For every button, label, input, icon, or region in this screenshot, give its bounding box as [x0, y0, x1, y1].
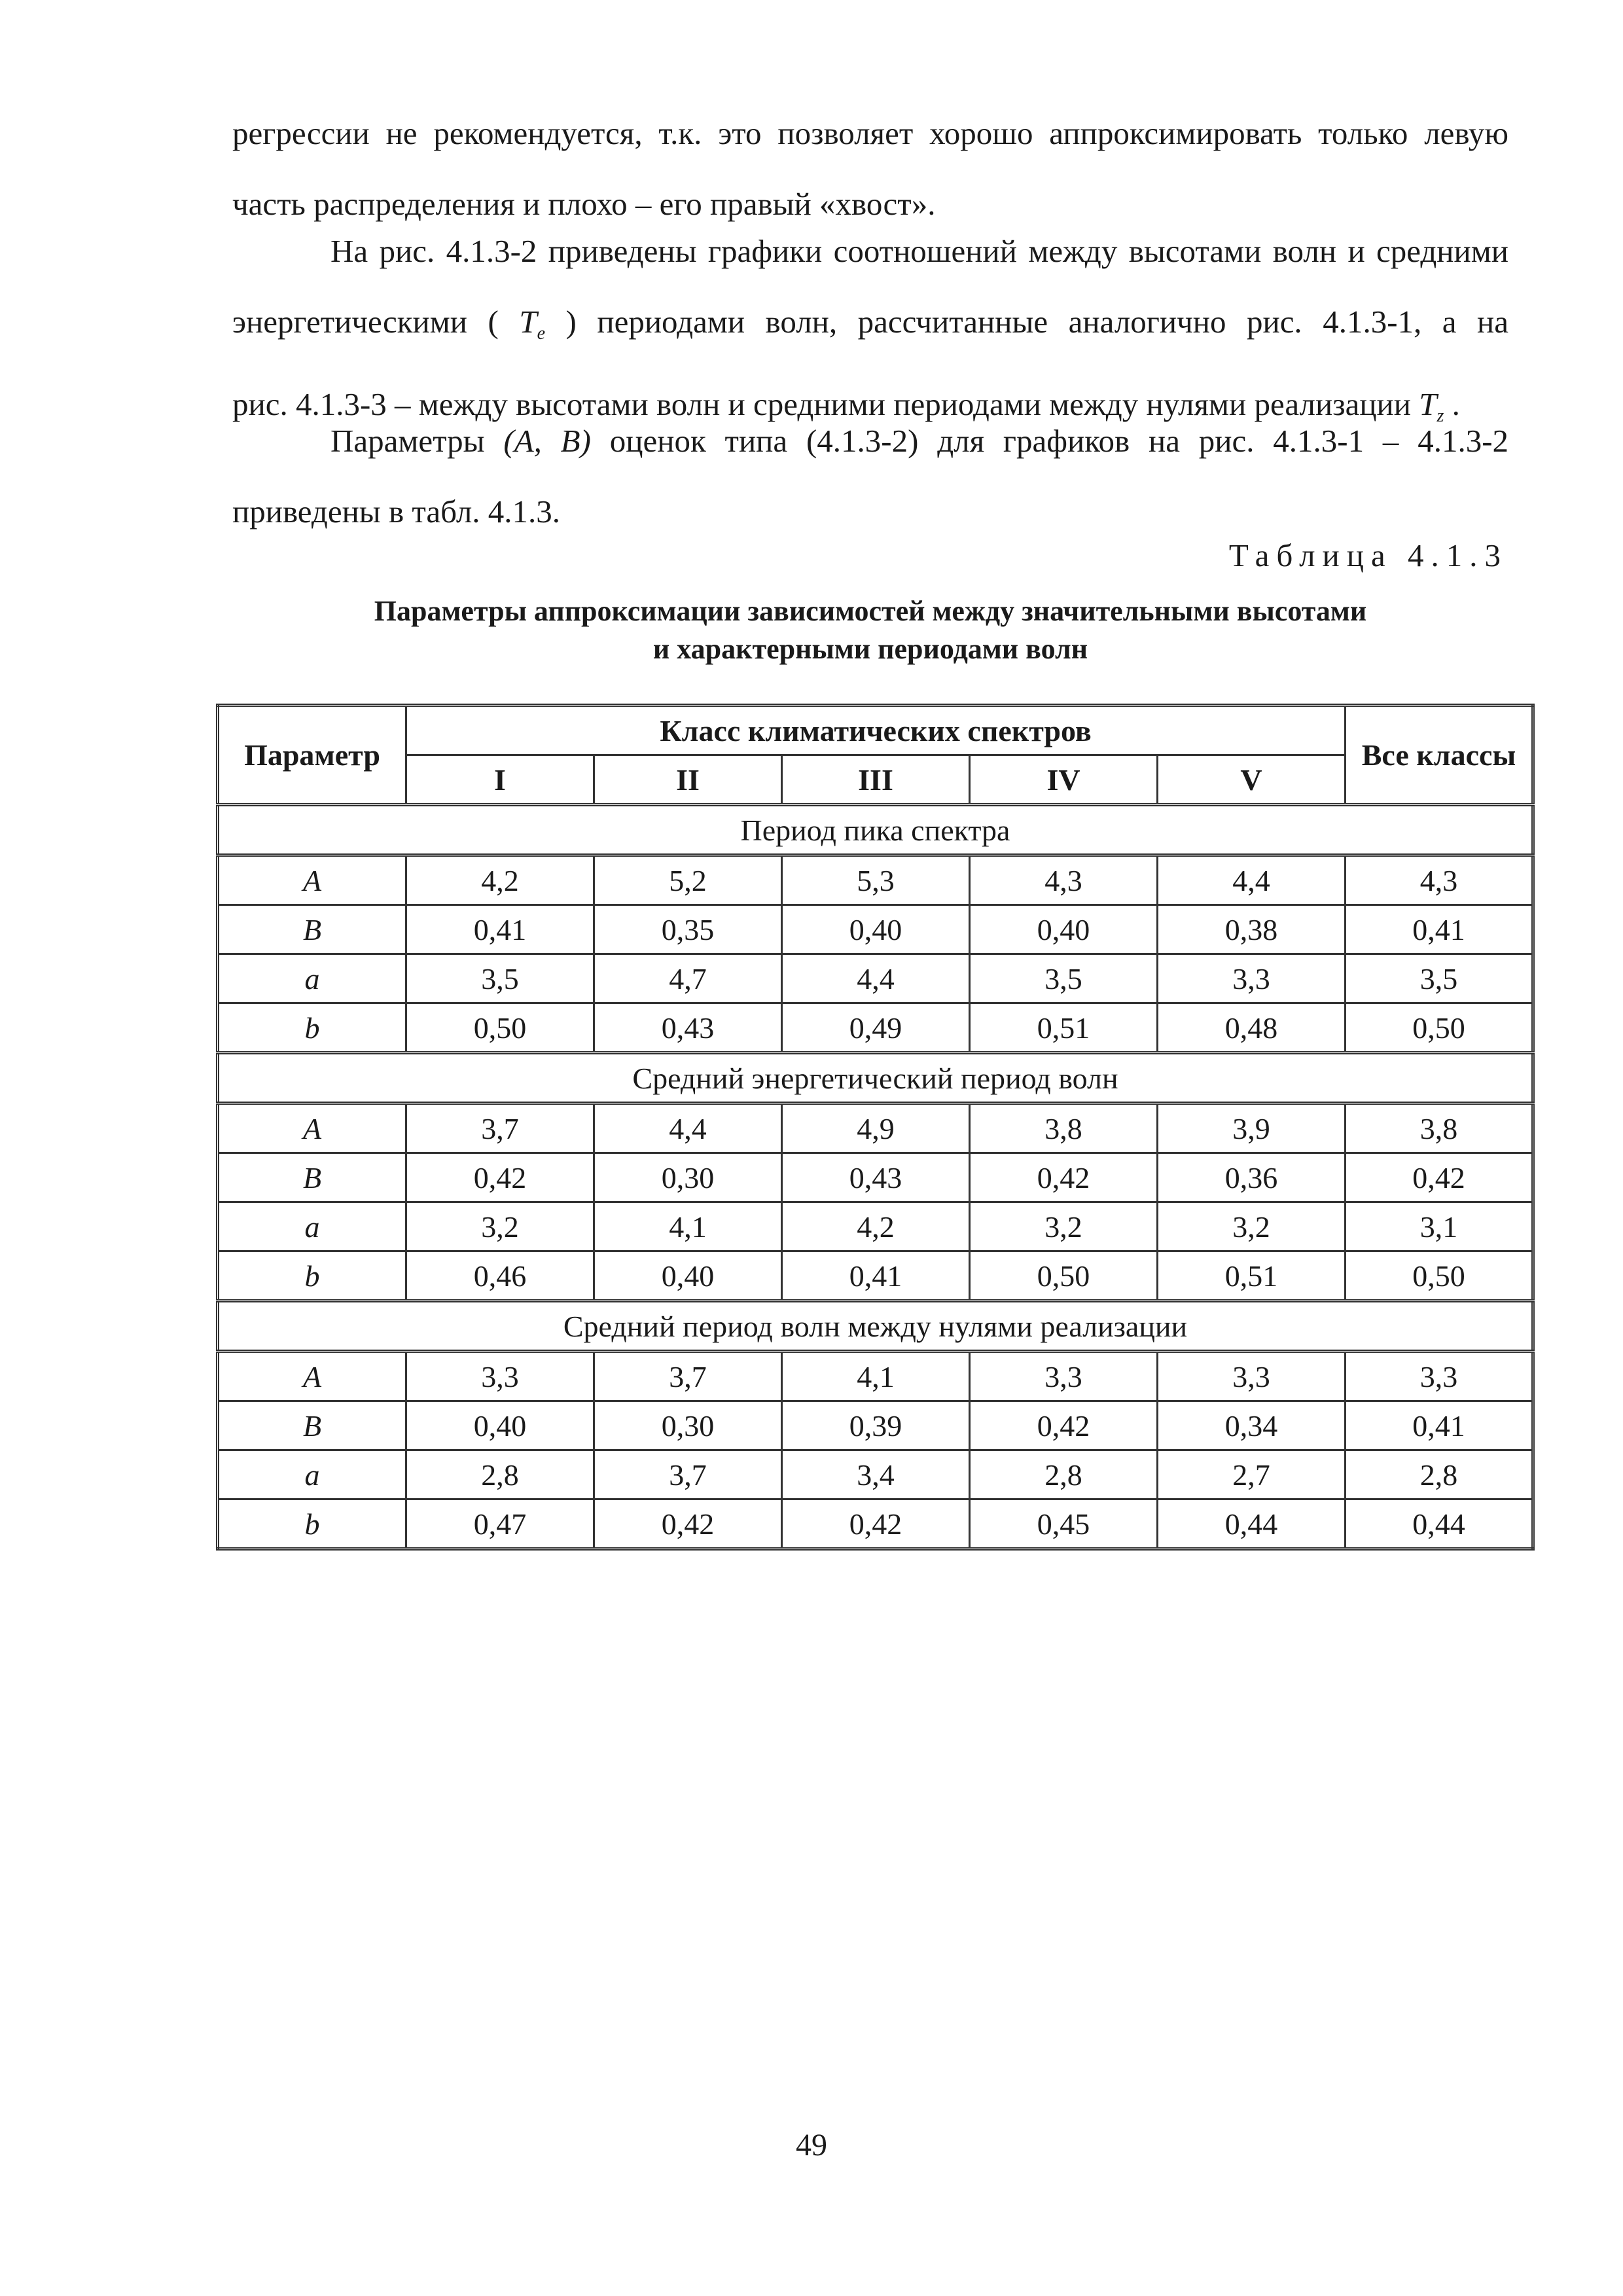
value-cell: 4,7 [594, 954, 782, 1003]
value-cell: 0,50 [1346, 1003, 1533, 1053]
text-line: На рис. 4.1.3-2 приведены графики соотношений между высотами волн и средними [330, 233, 1508, 269]
value-cell: 4,2 [782, 1202, 970, 1251]
table-title-line: и характерными периодами волн [652, 633, 1088, 665]
value-cell: 3,8 [1346, 1103, 1533, 1153]
table-row [218, 1352, 1533, 1401]
table-row [218, 1499, 1533, 1549]
text-fragment: рис. 4.1.3-3 – между высотами волн и средними периодами между нулями реализации [232, 386, 1411, 422]
section-row [218, 805, 1533, 855]
value-cell: 3,8 [970, 1103, 1158, 1153]
section-title: Средний период волн между нулями реализации [218, 1301, 1533, 1352]
table-row [218, 855, 1533, 905]
value-cell: 2,8 [970, 1450, 1158, 1499]
value-cell: 0,45 [970, 1499, 1158, 1549]
value-cell: 0,36 [1158, 1153, 1346, 1202]
section-title: Период пика спектра [218, 805, 1533, 855]
value-cell: 2,8 [1346, 1450, 1533, 1499]
table-row [218, 1450, 1533, 1499]
value-cell: 0,35 [594, 905, 782, 954]
value-cell: 3,5 [406, 954, 594, 1003]
value-cell: 4,3 [970, 855, 1158, 905]
param-cell: a [218, 954, 406, 1003]
table-label: Таблица 4.1.3 [1228, 537, 1508, 573]
value-cell: 0,41 [782, 1251, 970, 1301]
value-cell: 0,39 [782, 1401, 970, 1450]
param-cell: B [218, 905, 406, 954]
subscript-e: e [537, 323, 546, 344]
text-line [232, 287, 1508, 369]
header-class: II [594, 755, 782, 805]
value-cell: 0,42 [970, 1401, 1158, 1450]
value-cell: 4,4 [594, 1103, 782, 1153]
text-fragment: ) периодами волн, рассчитанные аналогично рис. 4.1.3-1, а на [565, 304, 1509, 340]
param-cell: A [218, 1103, 406, 1153]
value-cell: 0,42 [970, 1153, 1158, 1202]
value-cell: 0,41 [406, 905, 594, 954]
header-all-classes: Все классы [1346, 706, 1533, 805]
text-line: регрессии не рекомендуется, т.к. это позволяет хорошо аппроксимировать только левую [232, 115, 1508, 151]
value-cell: 4,3 [1346, 855, 1533, 905]
value-cell: 4,9 [782, 1103, 970, 1153]
symbol-T: T [1419, 386, 1437, 422]
header-spectrum-class: Класс климатических спектров [406, 706, 1346, 755]
value-cell: 3,1 [1346, 1202, 1533, 1251]
param-cell: B [218, 1401, 406, 1450]
table-row [218, 1401, 1533, 1450]
text-line [232, 406, 1508, 476]
value-cell: 5,2 [594, 855, 782, 905]
parameters-table [216, 704, 1535, 1551]
text-fragment: энергетическими ( [232, 304, 499, 340]
value-cell: 3,3 [406, 1352, 594, 1401]
header-class: III [782, 755, 970, 805]
value-cell: 3,5 [1346, 954, 1533, 1003]
value-cell: 0,50 [406, 1003, 594, 1053]
value-cell: 0,46 [406, 1251, 594, 1301]
param-cell: a [218, 1202, 406, 1251]
value-cell: 3,2 [406, 1202, 594, 1251]
value-cell: 0,44 [1346, 1499, 1533, 1549]
value-cell: 0,49 [782, 1003, 970, 1053]
header-param: Параметр [218, 706, 406, 805]
param-cell: A [218, 855, 406, 905]
param-cell: b [218, 1499, 406, 1549]
value-cell: 4,2 [406, 855, 594, 905]
value-cell: 3,3 [1158, 1352, 1346, 1401]
value-cell: 0,40 [406, 1401, 594, 1450]
table-row [218, 1251, 1533, 1301]
value-cell: 0,42 [594, 1499, 782, 1549]
value-cell: 3,2 [1158, 1202, 1346, 1251]
table-row [218, 1103, 1533, 1153]
value-cell: 0,42 [406, 1153, 594, 1202]
param-cell: B [218, 1153, 406, 1202]
value-cell: 2,7 [1158, 1450, 1346, 1499]
value-cell: 4,1 [594, 1202, 782, 1251]
value-cell: 0,44 [1158, 1499, 1346, 1549]
table-row [218, 1003, 1533, 1053]
param-cell: b [218, 1251, 406, 1301]
value-cell: 0,43 [594, 1003, 782, 1053]
value-cell: 0,50 [970, 1251, 1158, 1301]
value-cell: 0,30 [594, 1401, 782, 1450]
value-cell: 4,4 [782, 954, 970, 1003]
value-cell: 3,7 [406, 1103, 594, 1153]
value-cell: 0,34 [1158, 1401, 1346, 1450]
param-cell: A [218, 1352, 406, 1401]
table-row [218, 1202, 1533, 1251]
value-cell: 0,30 [594, 1153, 782, 1202]
value-cell: 2,8 [406, 1450, 594, 1499]
value-cell: 3,2 [970, 1202, 1158, 1251]
section-title: Средний энергетический период волн [218, 1053, 1533, 1103]
subscript-z: z [1436, 406, 1444, 426]
value-cell: 3,9 [1158, 1103, 1346, 1153]
section-row [218, 1301, 1533, 1352]
value-cell: 3,3 [1158, 954, 1346, 1003]
paragraph-parameters [232, 406, 1508, 547]
table-row [218, 1153, 1533, 1202]
table-body [218, 805, 1533, 1549]
page-number: 49 [796, 2128, 827, 2162]
value-cell: 3,3 [970, 1352, 1158, 1401]
symbol-T: T [519, 304, 537, 340]
value-cell: 0,41 [1346, 905, 1533, 954]
value-cell: 3,4 [782, 1450, 970, 1499]
value-cell: 0,51 [1158, 1251, 1346, 1301]
value-cell: 0,48 [1158, 1003, 1346, 1053]
value-cell: 0,40 [594, 1251, 782, 1301]
table-row [218, 954, 1533, 1003]
value-cell: 0,41 [1346, 1401, 1533, 1450]
header-class: I [406, 755, 594, 805]
value-cell: 0,47 [406, 1499, 594, 1549]
param-cell: a [218, 1450, 406, 1499]
value-cell: 5,3 [782, 855, 970, 905]
value-cell: 3,5 [970, 954, 1158, 1003]
value-cell: 0,42 [782, 1499, 970, 1549]
section-row [218, 1053, 1533, 1103]
header-class: V [1158, 755, 1346, 805]
value-cell: 0,42 [1346, 1153, 1533, 1202]
text-line: приведены в табл. 4.1.3. [232, 493, 561, 529]
symbol-ab: (A, B) [503, 423, 591, 459]
value-cell: 4,1 [782, 1352, 970, 1401]
value-cell: 3,7 [594, 1352, 782, 1401]
value-cell: 0,51 [970, 1003, 1158, 1053]
table-row [218, 905, 1533, 954]
value-cell: 3,7 [594, 1450, 782, 1499]
value-cell: 0,38 [1158, 905, 1346, 954]
text-fragment: оценок типа (4.1.3-2) для графиков на рис. 4.1.3-1 – 4.1.3-2 [609, 423, 1509, 459]
value-cell: 0,43 [782, 1153, 970, 1202]
table-title [232, 592, 1508, 668]
value-cell: 0,50 [1346, 1251, 1533, 1301]
text-line: часть распределения и плохо – его правый «хвост». [232, 186, 936, 222]
value-cell: 3,3 [1346, 1352, 1533, 1401]
param-cell: b [218, 1003, 406, 1053]
value-cell: 4,4 [1158, 855, 1346, 905]
text-fragment: Параметры [330, 423, 485, 459]
text-fragment: . [1452, 386, 1460, 422]
table-title-line: Параметры аппроксимации зависимостей между значительными высотами [374, 595, 1367, 627]
value-cell: 0,40 [970, 905, 1158, 954]
value-cell: 0,40 [782, 905, 970, 954]
header-class: IV [970, 755, 1158, 805]
